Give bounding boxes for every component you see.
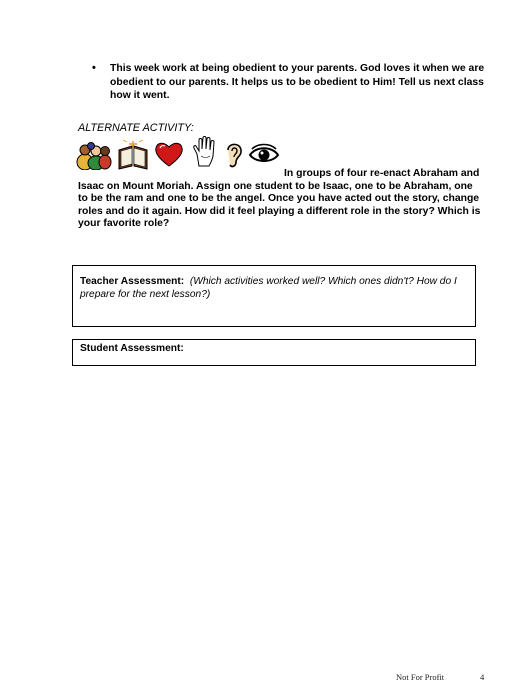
teacher-assessment-box [72, 265, 476, 327]
open-bible-icon [116, 140, 150, 170]
bullet-marker: • [92, 62, 96, 74]
bullet-text: This week work at being obedient to your parents. God loves it when we are obedient to our parents. It helps us to be obedient to Him! Tell us next class how it went. [110, 63, 485, 101]
alternate-activity-heading: ALTERNATE ACTIVITY: [78, 122, 194, 134]
heart-icon [154, 140, 184, 168]
eye-icon [248, 142, 280, 166]
activity-instructions: In groups of four re-enact Abraham and Isaac on Mount Moriah. Assign one student to be Isaac, one to be Abraham, one to be the ram and one to be the angel. Once you have acted out the story, change roles and do it again. How did it feel playing a different role in the story? Which is your favorite role? [78, 168, 481, 230]
footer-text: Not For Profit [396, 672, 445, 682]
teacher-assessment-prompt: (Which activities worked well? Which ones didn't? How do I prepare for the next lesson?) [80, 276, 457, 300]
group-of-people-icon [76, 140, 112, 170]
ear-icon [222, 140, 246, 170]
student-assessment-label: Student Assessment: [80, 343, 184, 354]
alternate-activity-text [78, 168, 483, 231]
page-number: 4 [480, 672, 485, 682]
teacher-assessment-label: Teacher Assessment: [80, 276, 185, 287]
student-assessment-box [72, 339, 476, 366]
hand-icon [192, 136, 218, 168]
